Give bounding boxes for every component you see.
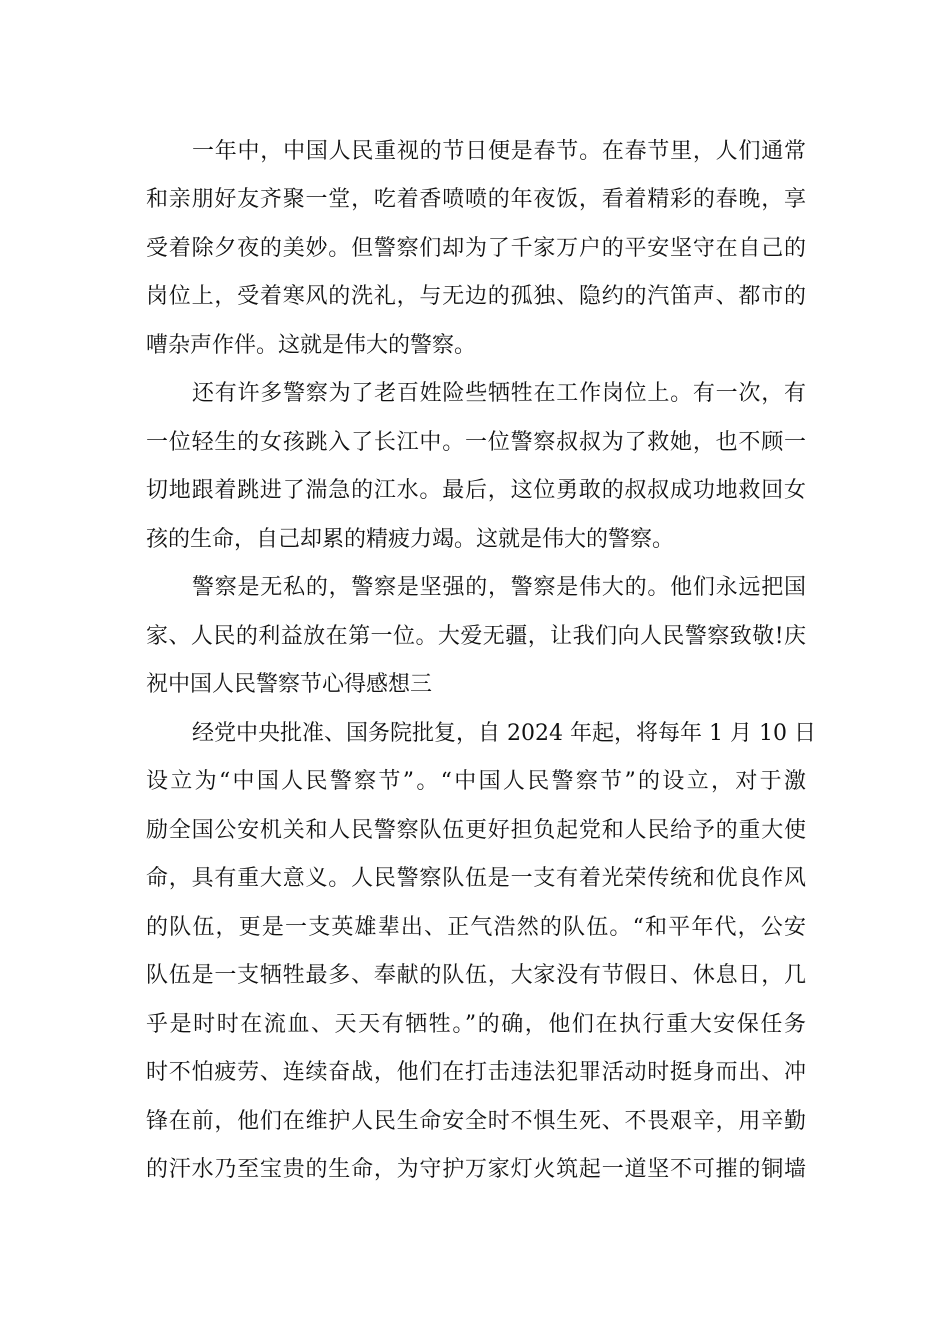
p3-line-3: 祝中国人民警察节心得感想三 xyxy=(146,672,433,697)
p4-line-8: 时不怕疲劳、连续奋战，他们在打击违法犯罪活动时挺身而出、冲 xyxy=(146,1060,806,1085)
p2-line-3: 切地跟着跳进了湍急的江水。最后，这位勇敢的叔叔成功地救回女 xyxy=(146,478,806,503)
p2-line-1: 还有许多警察为了老百姓险些牺牲在工作岗位上。有一次，有 xyxy=(192,381,806,406)
p2-line-4: 孩的生命，自己却累的精疲力竭。这就是伟大的警察。 xyxy=(146,527,675,552)
p4-line-10: 的汗水乃至宝贵的生命，为守护万家灯火筑起一道坚不可摧的铜墙 xyxy=(146,1157,806,1182)
p1-line-5: 嘈杂声作伴。这就是伟大的警察。 xyxy=(146,333,477,358)
p4-line-4: 命，具有重大意义。人民警察队伍是一支有着光荣传统和优良作风 xyxy=(146,866,806,891)
p4-line-6: 队伍是一支牺牲最多、奉献的队伍，大家没有节假日、休息日，几 xyxy=(146,963,806,988)
p4-line-3: 励全国公安机关和人民警察队伍更好担负起党和人民给予的重大使 xyxy=(146,818,806,843)
p4-line-5: 的队伍，更是一支英雄辈出、正气浩然的队伍。“和平年代，公安 xyxy=(146,915,806,940)
p4-line-2: 设立为“中国人民警察节”。“中国人民警察节”的设立，对于激 xyxy=(146,769,806,794)
p3-line-2: 家、人民的利益放在第一位。大爱无疆，让我们向人民警察致敬!庆 xyxy=(146,624,806,649)
p4-line-9: 锋在前，他们在维护人民生命安全时不惧生死、不畏艰辛，用辛勤 xyxy=(146,1109,806,1134)
p3-line-1: 警察是无私的，警察是坚强的，警察是伟大的。他们永远把国 xyxy=(192,575,806,600)
p2-line-2: 一位轻生的女孩跳入了长江中。一位警察叔叔为了救她，也不顾一 xyxy=(146,430,806,455)
p1-line-4: 岗位上，受着寒风的洗礼，与无边的孤独、隐约的汽笛声、都市的 xyxy=(146,284,806,309)
p1-line-2: 和亲朋好友齐聚一堂，吃着香喷喷的年夜饭，看着精彩的春晚，享 xyxy=(146,187,806,212)
p4-line-1: 经党中央批准、国务院批复，自 2024 年起，将每年 1 月 10 日 xyxy=(192,721,816,746)
p1-line-3: 受着除夕夜的美妙。但警察们却为了千家万户的平安坚守在自己的 xyxy=(146,236,806,261)
p4-line-7: 乎是时时在流血、天天有牺牲。”的确，他们在执行重大安保任务 xyxy=(146,1012,806,1037)
p1-line-1: 一年中，中国人民重视的节日便是春节。在春节里，人们通常 xyxy=(192,139,806,164)
